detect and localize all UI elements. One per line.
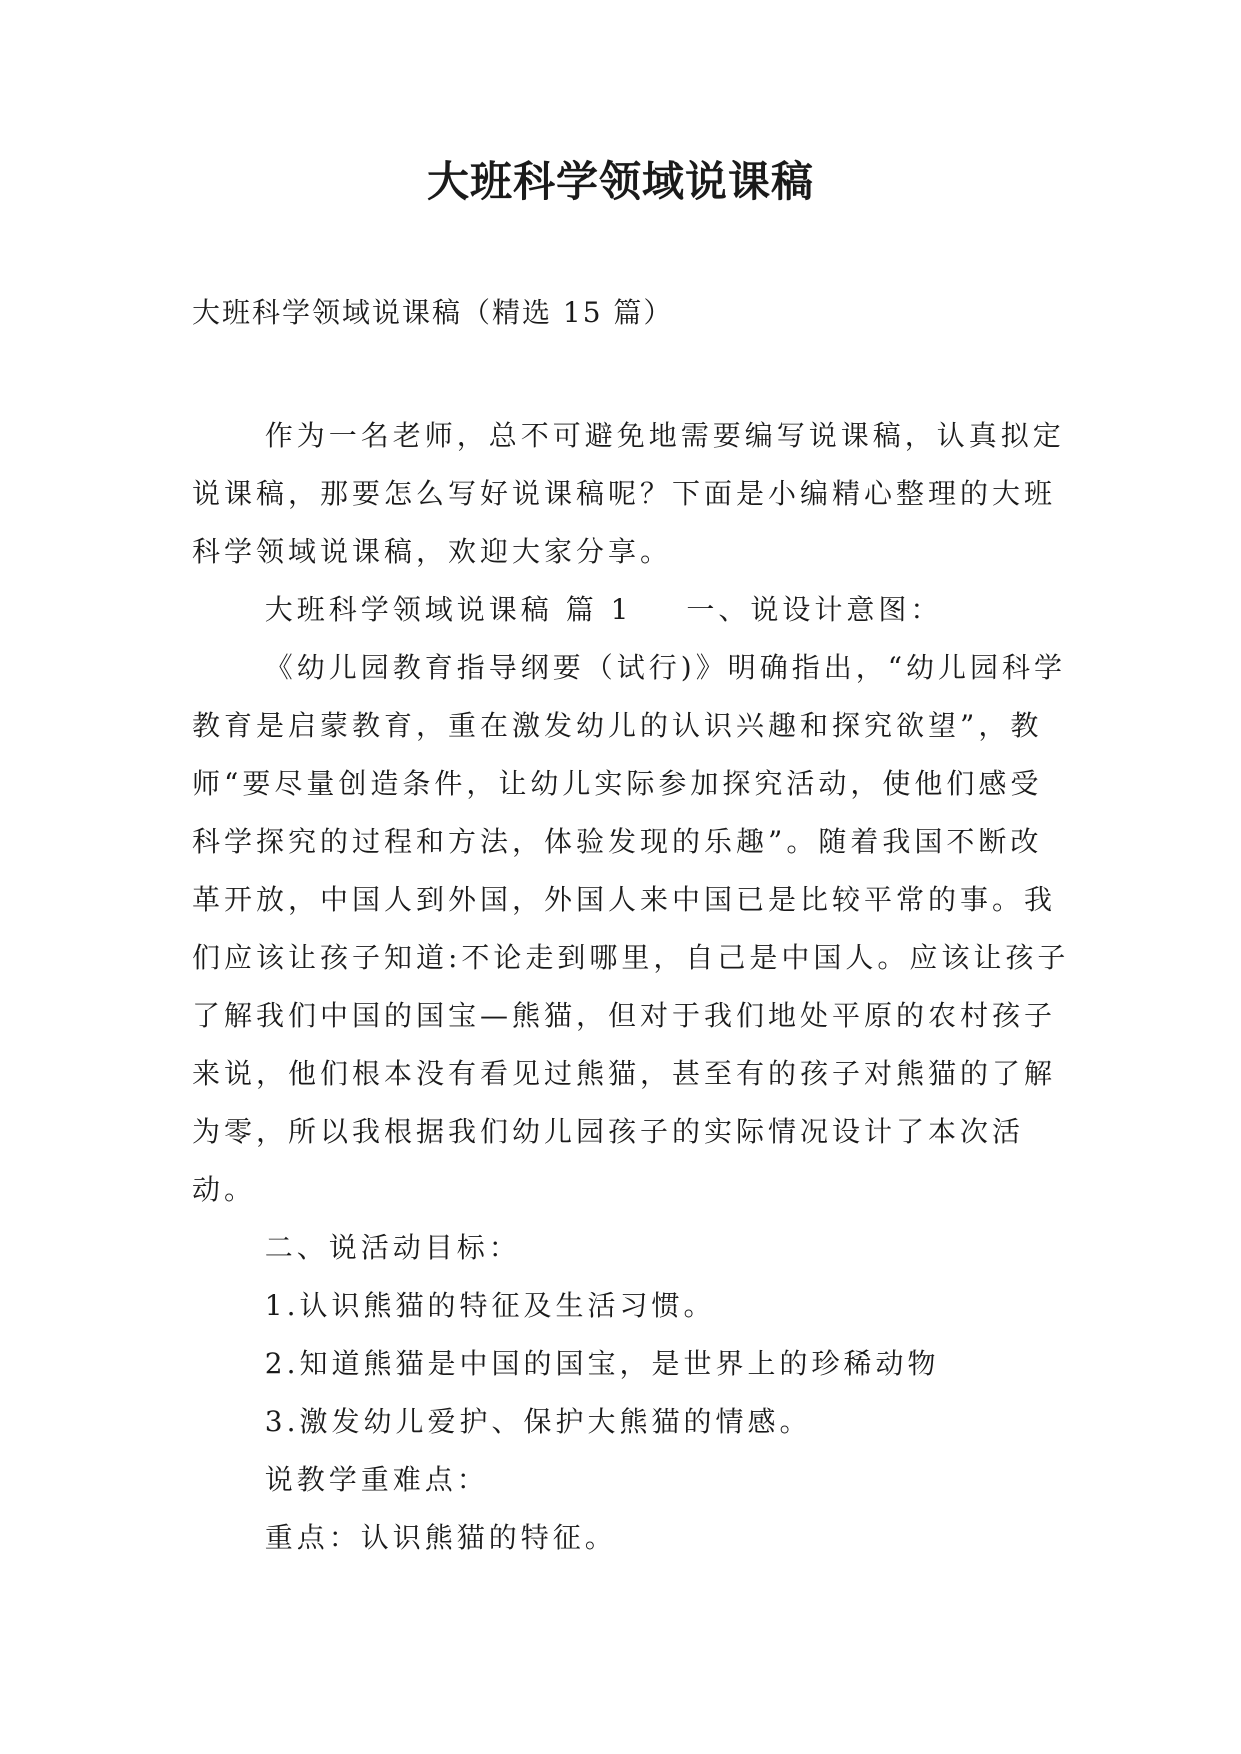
key-point: 重点：认识熊猫的特征。 xyxy=(264,1521,617,1554)
difficulty-heading: 说教学重难点： xyxy=(264,1463,489,1496)
section-1-subheading: 一、说设计意图： xyxy=(686,593,943,626)
intro-paragraph: 作为一名老师，总不可避免地需要编写说课稿，认真拟定说课稿，那要怎么写好说课稿呢？下面是小编精心整理的大班科学领域说课稿，欢迎大家分享。 xyxy=(192,419,1065,568)
document-title: 大班科学领域说课稿 xyxy=(426,157,814,206)
document-body xyxy=(192,407,1072,1567)
goal-item: 3.激发幼儿爱护、保护大熊猫的情感。 xyxy=(264,1405,812,1438)
goal-item: 2.知道熊猫是中国的国宝，是世界上的珍稀动物 xyxy=(264,1347,940,1380)
section-1-heading-line xyxy=(192,581,1072,639)
design-intent-paragraph: 《幼儿园教育指导纲要（试行)》明确指出，“幼儿园科学教育是启蒙教育，重在激发幼儿的认识兴趣和探究欲望”，教师“要尽量创造条件，让幼儿实际参加探究活动，使他们感受科学探究的过程和方法，体验发现的乐趣”。随着我国不断改革开放，中国人到外国，外国人来中国已是比较平常的事。我们应该让孩子知道:不论走到哪里，自己是中国人。应该让孩子了解我们中国的国宝—熊猫，但对于我们地处平原的农村孩子来说，他们根本没有看见过熊猫，甚至有的孩子对熊猫的了解为零，所以我根据我们幼儿园孩子的实际情况设计了本次活动。 xyxy=(192,651,1070,1206)
document-subtitle: 大班科学领域说课稿（精选 15 篇） xyxy=(192,296,674,329)
goals-heading: 二、说活动目标： xyxy=(264,1231,521,1264)
section-1-heading: 大班科学领域说课稿 篇 1 xyxy=(264,593,633,626)
goal-item: 1.认识熊猫的特征及生活习惯。 xyxy=(264,1289,716,1322)
